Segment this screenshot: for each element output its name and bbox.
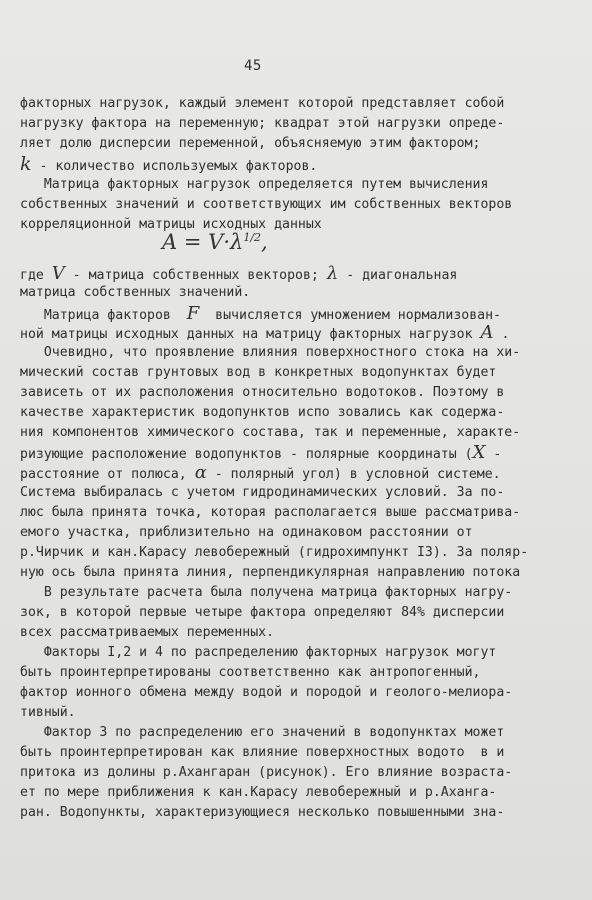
text-line: факторных нагрузок, каждый элемент которой представляет собой xyxy=(20,96,505,111)
text-line: быть проинтерпретированы соответственно как антропогенный, xyxy=(20,665,481,680)
text-line: Матрица факторных нагрузок определяется путем вычисления xyxy=(20,177,489,192)
text-line: емого участка, приблизительно на одинаковом расстоянии от xyxy=(20,525,473,540)
text-line: ния компонентов химического состава, так и переменные, характе- xyxy=(20,425,521,440)
text-line: собственных значений и соответствующих им собственных векторов xyxy=(20,197,513,212)
handwritten-symbol: A xyxy=(480,324,494,343)
text-line: Факторы I,2 и 4 по распределению факторных нагрузок могут xyxy=(20,645,497,660)
text-line: ран. Водопункты, характеризующиеся несколько повышенными зна- xyxy=(20,805,505,820)
text-line: Фактор 3 по распределению его значений в водопунктах может xyxy=(20,725,505,740)
text-line: ризующие расположение водопунктов - полярные координаты (X - xyxy=(20,444,502,463)
text-line: Система выбиралась с учетом гидродинамических условий. За по- xyxy=(20,485,505,500)
text-line: ет по мере приближения к кан.Карасу левобережный и р.Ахангa- xyxy=(20,785,497,800)
handwritten-symbol: k xyxy=(20,155,32,175)
text-line: расстояние от полюса, α - полярный угол) в условной системе. xyxy=(20,464,501,483)
text-line: притока из долины р.Ахангаран (рисунок). Его влияние возраста- xyxy=(20,765,513,780)
text-line: быть проинтерпретирован как влияние поверхностных водото в и xyxy=(20,745,505,760)
text-line: р.Чирчик и кан.Карасу левобережный (гидрохимпункт I3). За поляр- xyxy=(20,545,529,560)
text-line: качестве характеристик водопунктов испо зовались как содержа- xyxy=(20,405,505,420)
text-line: ляет долю дисперсии переменной, объясняемую этим фактором; xyxy=(20,136,481,151)
text-line: Матрица факторов F вычисляется умножением нормализован- xyxy=(20,305,501,324)
text-line: зависеть от их расположения относительно водотоков. Поэтому в xyxy=(20,385,505,400)
handwritten-symbol: F xyxy=(186,305,200,324)
text-line: В результате расчета была получена матрица факторных нагру- xyxy=(20,585,513,600)
formula: $A = V\cdot\lambda^{1/2}$, xyxy=(162,230,268,254)
text-line: всех рассматриваемых переменных. xyxy=(20,625,275,640)
text-line: люс была принята точка, которая располагается выше рассматрива- xyxy=(20,505,521,520)
text-line: ной матрицы исходных данных на матрицу факторных нагрузок A . xyxy=(20,324,510,343)
text-line: тивный. xyxy=(20,705,76,720)
text-line: ную ось была принята линия, перпендикулярная направлению потока xyxy=(20,565,521,580)
text-line: зок, в которой первые четыре фактора определяют 84% дисперсии xyxy=(20,605,505,620)
text-line: матрица собственных значений. xyxy=(20,285,251,300)
page-number: 45 xyxy=(244,58,262,74)
text-line: корреляционной матрицы исходных данных xyxy=(20,217,322,232)
handwritten-symbol: λ xyxy=(326,265,339,284)
handwritten-symbol: V xyxy=(51,265,65,284)
text-line: мический состав грунтовых вод в конкретных водопунктах будет xyxy=(20,365,497,380)
text-line: Очевидно, что проявление влияния поверхностного стока на хи- xyxy=(20,345,521,360)
text-line: k - количество используемых факторов. xyxy=(20,155,318,175)
text-line: фактор ионного обмена между водой и породой и геолого-мелиора- xyxy=(20,685,513,700)
text-line: где V - матрица собственных векторов; λ - диагональная xyxy=(20,265,458,284)
text-line: нагрузку фактора на переменную; квадрат этой нагрузки опреде- xyxy=(20,116,505,131)
handwritten-symbol: X xyxy=(472,444,486,463)
handwritten-symbol: α xyxy=(194,464,207,483)
